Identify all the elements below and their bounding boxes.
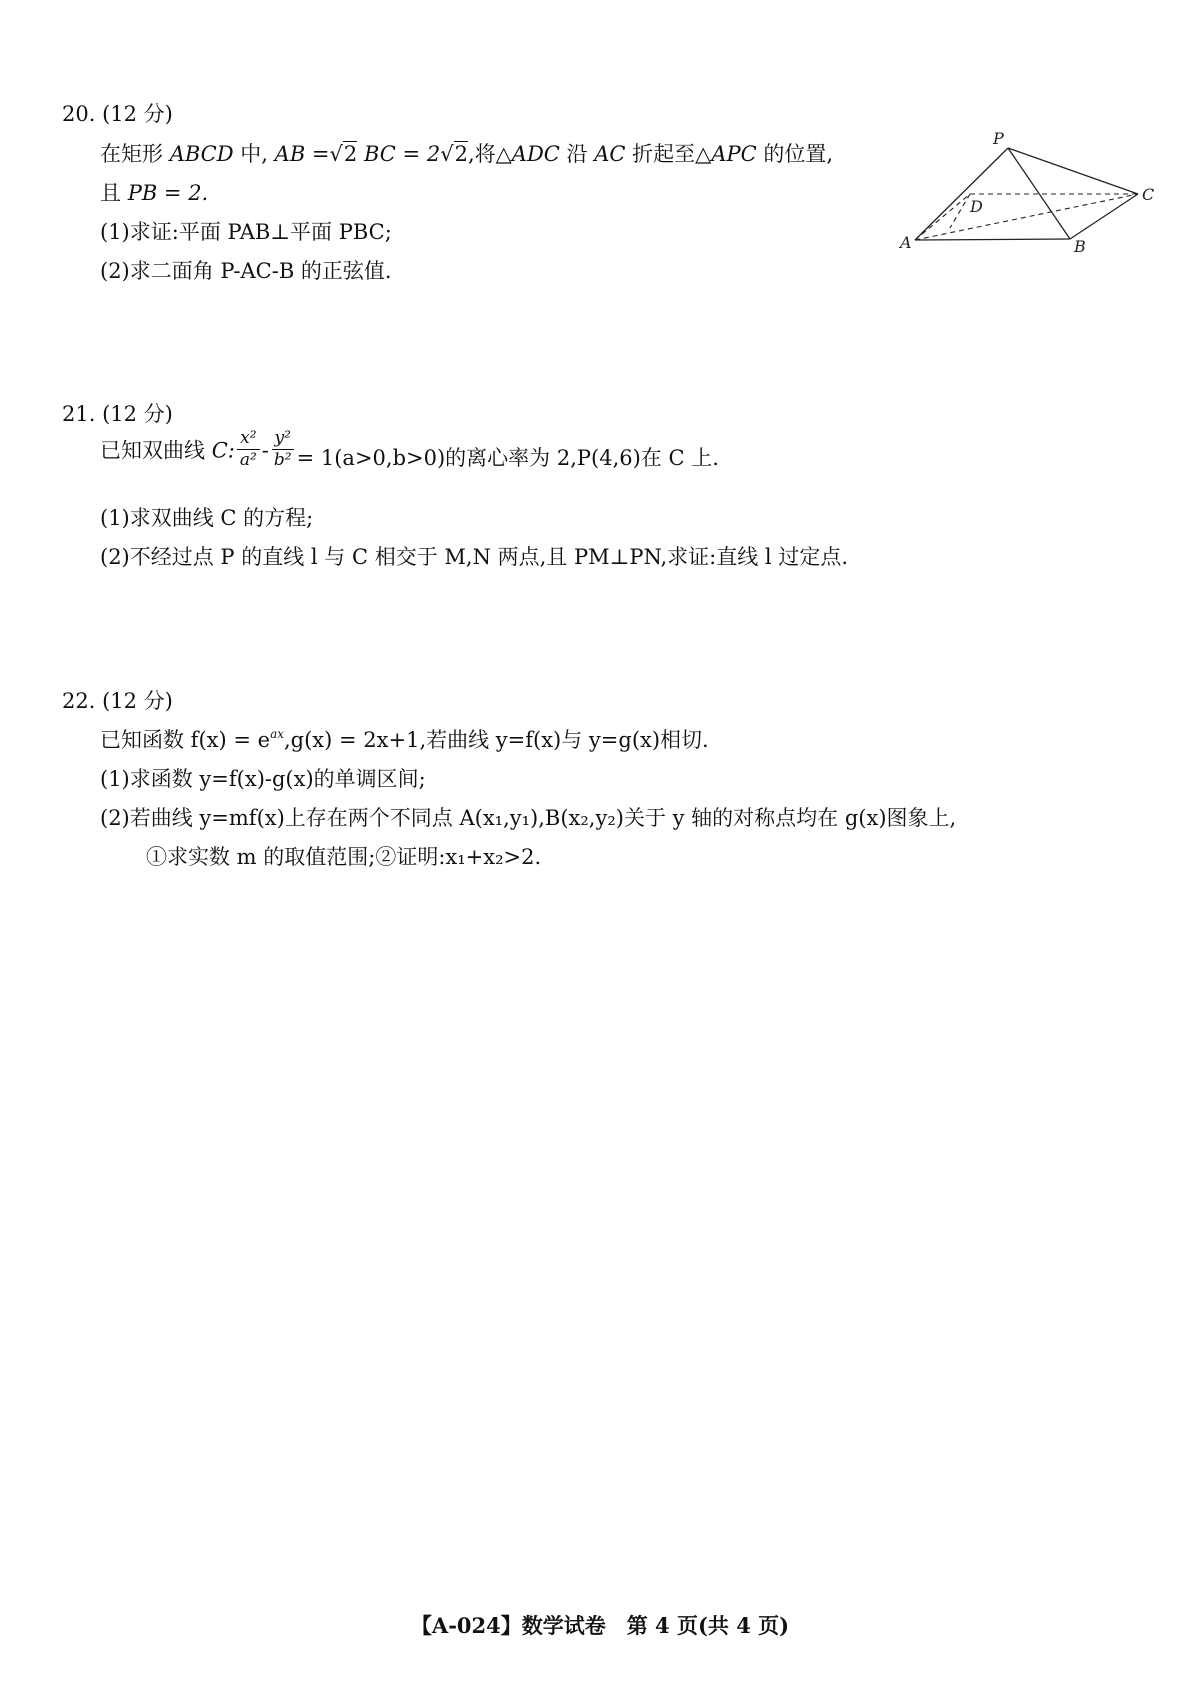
q20-part2: (2)求二面角 P-AC-B 的正弦值. (100, 259, 392, 283)
q20-eq-ab: AB = (274, 142, 330, 166)
q22-intro-text: 已知函数 f(x) = e (100, 728, 271, 752)
q21-curve-name: C: (211, 438, 235, 463)
edge-pc (1008, 148, 1138, 194)
fold-line-dashed (950, 194, 970, 228)
edge-ab (915, 239, 1070, 240)
q22-number: 22. (12 分) (62, 689, 173, 713)
frac-x-den: a² (239, 449, 257, 470)
q20-tri-apc: APC (711, 142, 757, 166)
q20-intro-text-3: ,将△ (467, 142, 512, 166)
q20-intro-text-4: 沿 (566, 142, 588, 166)
q20-intro (100, 138, 833, 168)
q21-part1: (1)求双曲线 C 的方程; (100, 506, 314, 530)
q20-intro-text-2: 中, (240, 142, 268, 166)
label-d: D (970, 197, 983, 216)
q20-line2-text: 且 (100, 181, 121, 205)
q21-intro (100, 428, 719, 472)
edge-pa (915, 148, 1008, 240)
q21-frac-x (237, 430, 260, 470)
q20-eq-bc: BC = 2 (363, 142, 441, 166)
q21-intro-rest: = 1(a>0,b>0)的离心率为 2,P(4,6)在 C 上. (296, 446, 719, 471)
q20-pb: PB = 2. (127, 181, 209, 205)
edge-ad-dashed (915, 194, 970, 240)
label-p: P (993, 130, 1004, 148)
q21-frac-y (271, 430, 295, 470)
q20-ac: AC (594, 142, 626, 166)
q21-number: 21. (12 分) (62, 402, 173, 426)
frac-x-num: x² (237, 430, 259, 450)
edge-ac-dashed (915, 194, 1138, 240)
q20-intro-text: 在矩形 (100, 142, 163, 166)
label-b: B (1074, 237, 1086, 256)
page-footer: 【A-024】数学试卷 第 4 页(共 4 页) (410, 1613, 790, 1638)
label-c: C (1142, 185, 1155, 204)
q20-intro-text-6: 的位置, (763, 142, 834, 166)
q20-tri-adc: ADC (511, 142, 560, 166)
q21-minus: - (261, 438, 269, 463)
q22-part1: (1)求函数 y=f(x)-g(x)的单调区间; (100, 767, 426, 791)
frac-y-num: y² (272, 430, 294, 450)
q22-exponent: ax (270, 727, 284, 741)
q20-intro-text-5: 折起至△ (632, 142, 712, 166)
q22-intro (100, 724, 709, 754)
q20-part1: (1)求证:平面 PAB⊥平面 PBC; (100, 220, 392, 244)
q22-intro-rest: ,g(x) = 2x+1,若曲线 y=f(x)与 y=g(x)相切. (283, 728, 709, 752)
q20-rect-name: ABCD (169, 142, 234, 166)
q22-part2: (2)若曲线 y=mf(x)上存在两个不同点 A(x₁,y₁),B(x₂,y₂)关于 y 轴的对称点均在 g(x)图象上, (100, 806, 957, 830)
q21-part2: (2)不经过点 P 的直线 l 与 C 相交于 M,N 两点,且 PM⊥PN,求证:直线 l 过定点. (100, 545, 848, 569)
q22-part2b: ①求实数 m 的取值范围;②证明:x₁+x₂>2. (146, 845, 542, 869)
pyramid-figure (880, 130, 1160, 260)
q21-intro-text: 已知双曲线 (100, 438, 205, 463)
q20-number: 20. (12 分) (62, 102, 173, 126)
frac-y-den: b² (273, 449, 292, 470)
q20-line2 (100, 177, 208, 207)
q20-sqrt2: √2 (329, 142, 358, 166)
q20-sqrt2b: √2 (440, 142, 468, 166)
label-a: A (900, 233, 912, 252)
